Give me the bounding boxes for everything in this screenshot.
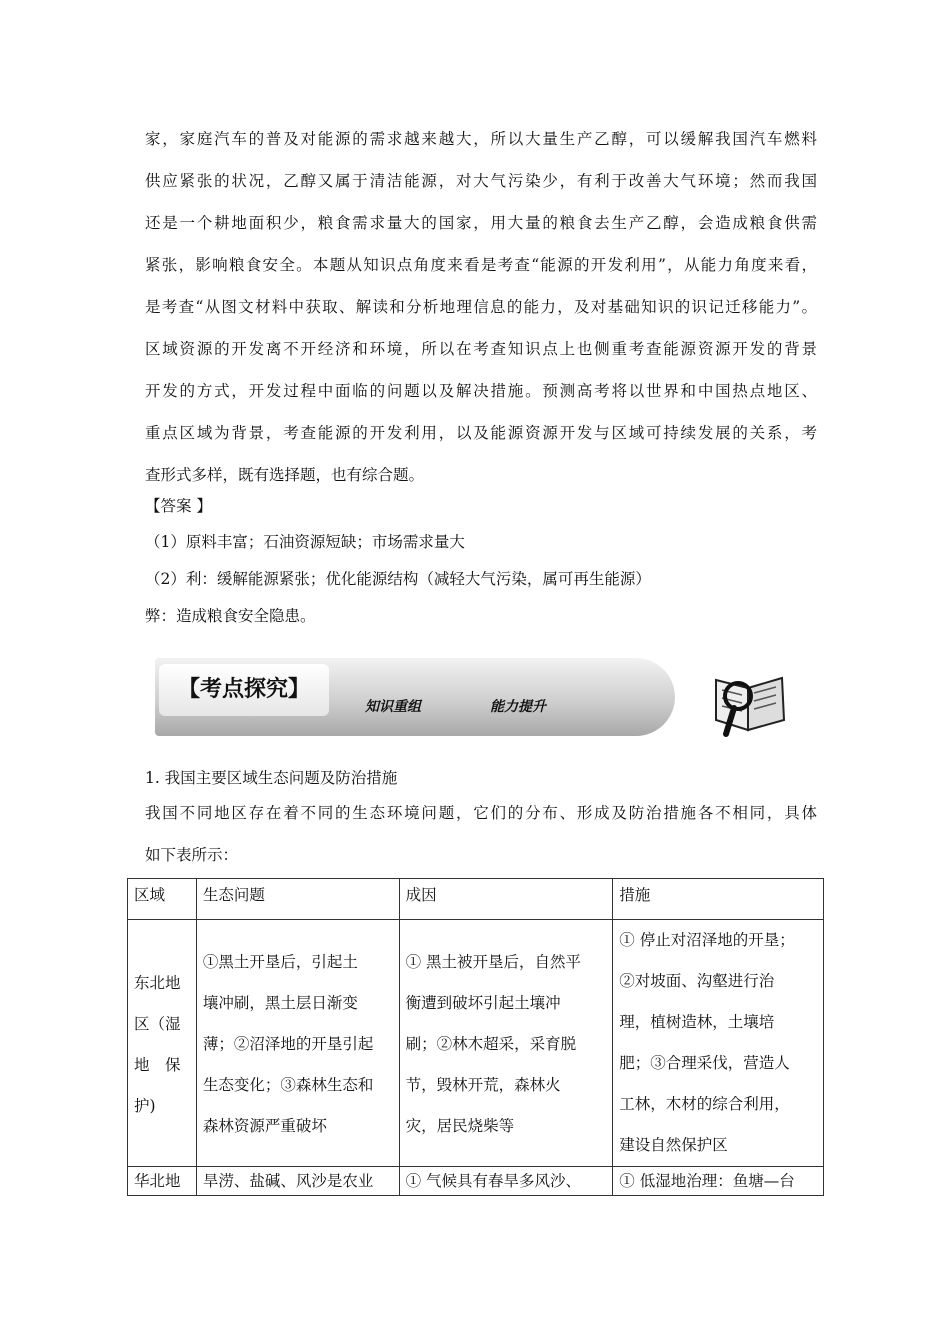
section-banner [155, 650, 795, 750]
table-header-row [128, 879, 824, 920]
banner-subtitle: 知识重组 [365, 699, 421, 715]
section-title: 1. 我国主要区域生态问题及防治措施 [145, 769, 398, 787]
intro-line: 开发的方式，开发过程中面临的问题以及解决措施。预测高考将以世界和中国热点地区、 [145, 382, 817, 400]
cell-line: 区（湿 [134, 1015, 181, 1033]
intro-paragraph [145, 118, 817, 496]
cell-line: 森林资源严重破坏 [202, 1117, 327, 1135]
region-cell [128, 920, 197, 1167]
measure-cell [613, 1167, 824, 1196]
section-intro-line: 我国不同地区存在着不同的生态环境问题，它们的分布、形成及防治措施各不相同，具体 [145, 804, 817, 822]
cell-line: ②对坡面、沟壑进行治 [619, 972, 775, 990]
cell-line: 节，毁林开荒，森林火 [405, 1076, 561, 1094]
table-row [128, 920, 824, 1167]
section-intro-line: 如下表所示： [145, 846, 239, 864]
cell-line: 肥；③合理采伐，营造人 [619, 1054, 790, 1072]
cell-line: 壤冲刷，黑土层日渐变 [202, 994, 358, 1012]
banner-tag: 【考点探究】 [159, 664, 329, 716]
cell-line: 建设自然保护区 [619, 1136, 728, 1154]
ecology-table [127, 878, 824, 1196]
cell-line: 衡遭到破坏引起土壤冲 [405, 994, 561, 1012]
intro-line: 是考查“从图文材料中获取、解读和分析地理信息的能力，及对基础知识的识记迁移能力”。 [145, 298, 817, 316]
cell-line: ① 停止对沼泽地的开垦； [619, 931, 795, 949]
table-row [128, 1167, 824, 1196]
cause-cell [399, 1167, 613, 1196]
intro-line: 家，家庭汽车的普及对能源的需求越来越大，所以大量生产乙醇，可以缓解我国汽车燃料 [145, 130, 817, 148]
cell-line: ①黑土开垦后，引起土 [202, 953, 358, 971]
cell-line: 地 保 [134, 1056, 181, 1074]
cell-line: 薄；②沼泽地的开垦引起 [202, 1035, 374, 1053]
book-magnifier-icon [710, 660, 790, 740]
cell-line: 刷；②林木超采，采育脱 [405, 1035, 577, 1053]
table-header-cell: 生态问题 [196, 879, 399, 920]
problem-cell [196, 920, 399, 1167]
intro-line: 还是一个耕地面积少，粮食需求量大的国家，用大量的粮食去生产乙醇，会造成粮食供需 [145, 214, 817, 232]
answer-item: （1）原料丰富；石油资源短缺；市场需求量大 [145, 533, 465, 551]
table-header-cell: 区域 [128, 879, 197, 920]
intro-line: 紧张，影响粮食安全。本题从知识点角度来看是考查“能源的开发利用”，从能力角度来看， [145, 256, 817, 274]
cause-cell [399, 920, 613, 1167]
cell-line: ① 气候具有春旱多风沙、 [405, 1172, 582, 1190]
intro-line: 供应紧张的状况，乙醇又属于清洁能源，对大气污染少，有利于改善大气环境；然而我国 [145, 172, 817, 190]
cell-line: 生态变化；③森林生态和 [202, 1076, 374, 1094]
cell-line: 华北地 [134, 1172, 181, 1190]
cell-line: 护) [134, 1097, 156, 1115]
table-header-cell: 成因 [399, 879, 613, 920]
answer-heading: 【答案 】 [145, 497, 212, 515]
measure-cell [613, 920, 824, 1167]
cell-line: ① 黑土被开垦后，自然平 [405, 953, 582, 971]
banner-subtitle: 能力提升 [490, 699, 546, 715]
cell-line: 东北地 [134, 974, 181, 992]
cell-line: 理，植树造林，土壤培 [619, 1013, 775, 1031]
cell-line: 工林，木材的综合利用， [619, 1095, 790, 1113]
table-header-cell: 措施 [613, 879, 824, 920]
intro-line: 区域资源的开发离不开经济和环境，所以在考查知识点上也侧重考查能源资源开发的背景 [145, 340, 817, 358]
answer-item: 弊：造成粮食安全隐患。 [145, 607, 316, 625]
cell-line: 灾，居民烧柴等 [405, 1117, 515, 1135]
cell-line: 旱涝、盐碱、风沙是农业 [202, 1172, 374, 1190]
answer-item: （2）利：缓解能源紧张；优化能源结构（减轻大气污染，属可再生能源） [145, 570, 651, 588]
problem-cell [196, 1167, 399, 1196]
section-intro [145, 792, 817, 876]
region-cell [128, 1167, 197, 1196]
intro-line: 重点区域为背景，考查能源的开发利用，以及能源资源开发与区域可持续发展的关系，考 [145, 424, 817, 442]
intro-line: 查形式多样，既有选择题，也有综合题。 [145, 466, 425, 484]
cell-line: ① 低湿地治理：鱼塘—台 [619, 1172, 795, 1190]
